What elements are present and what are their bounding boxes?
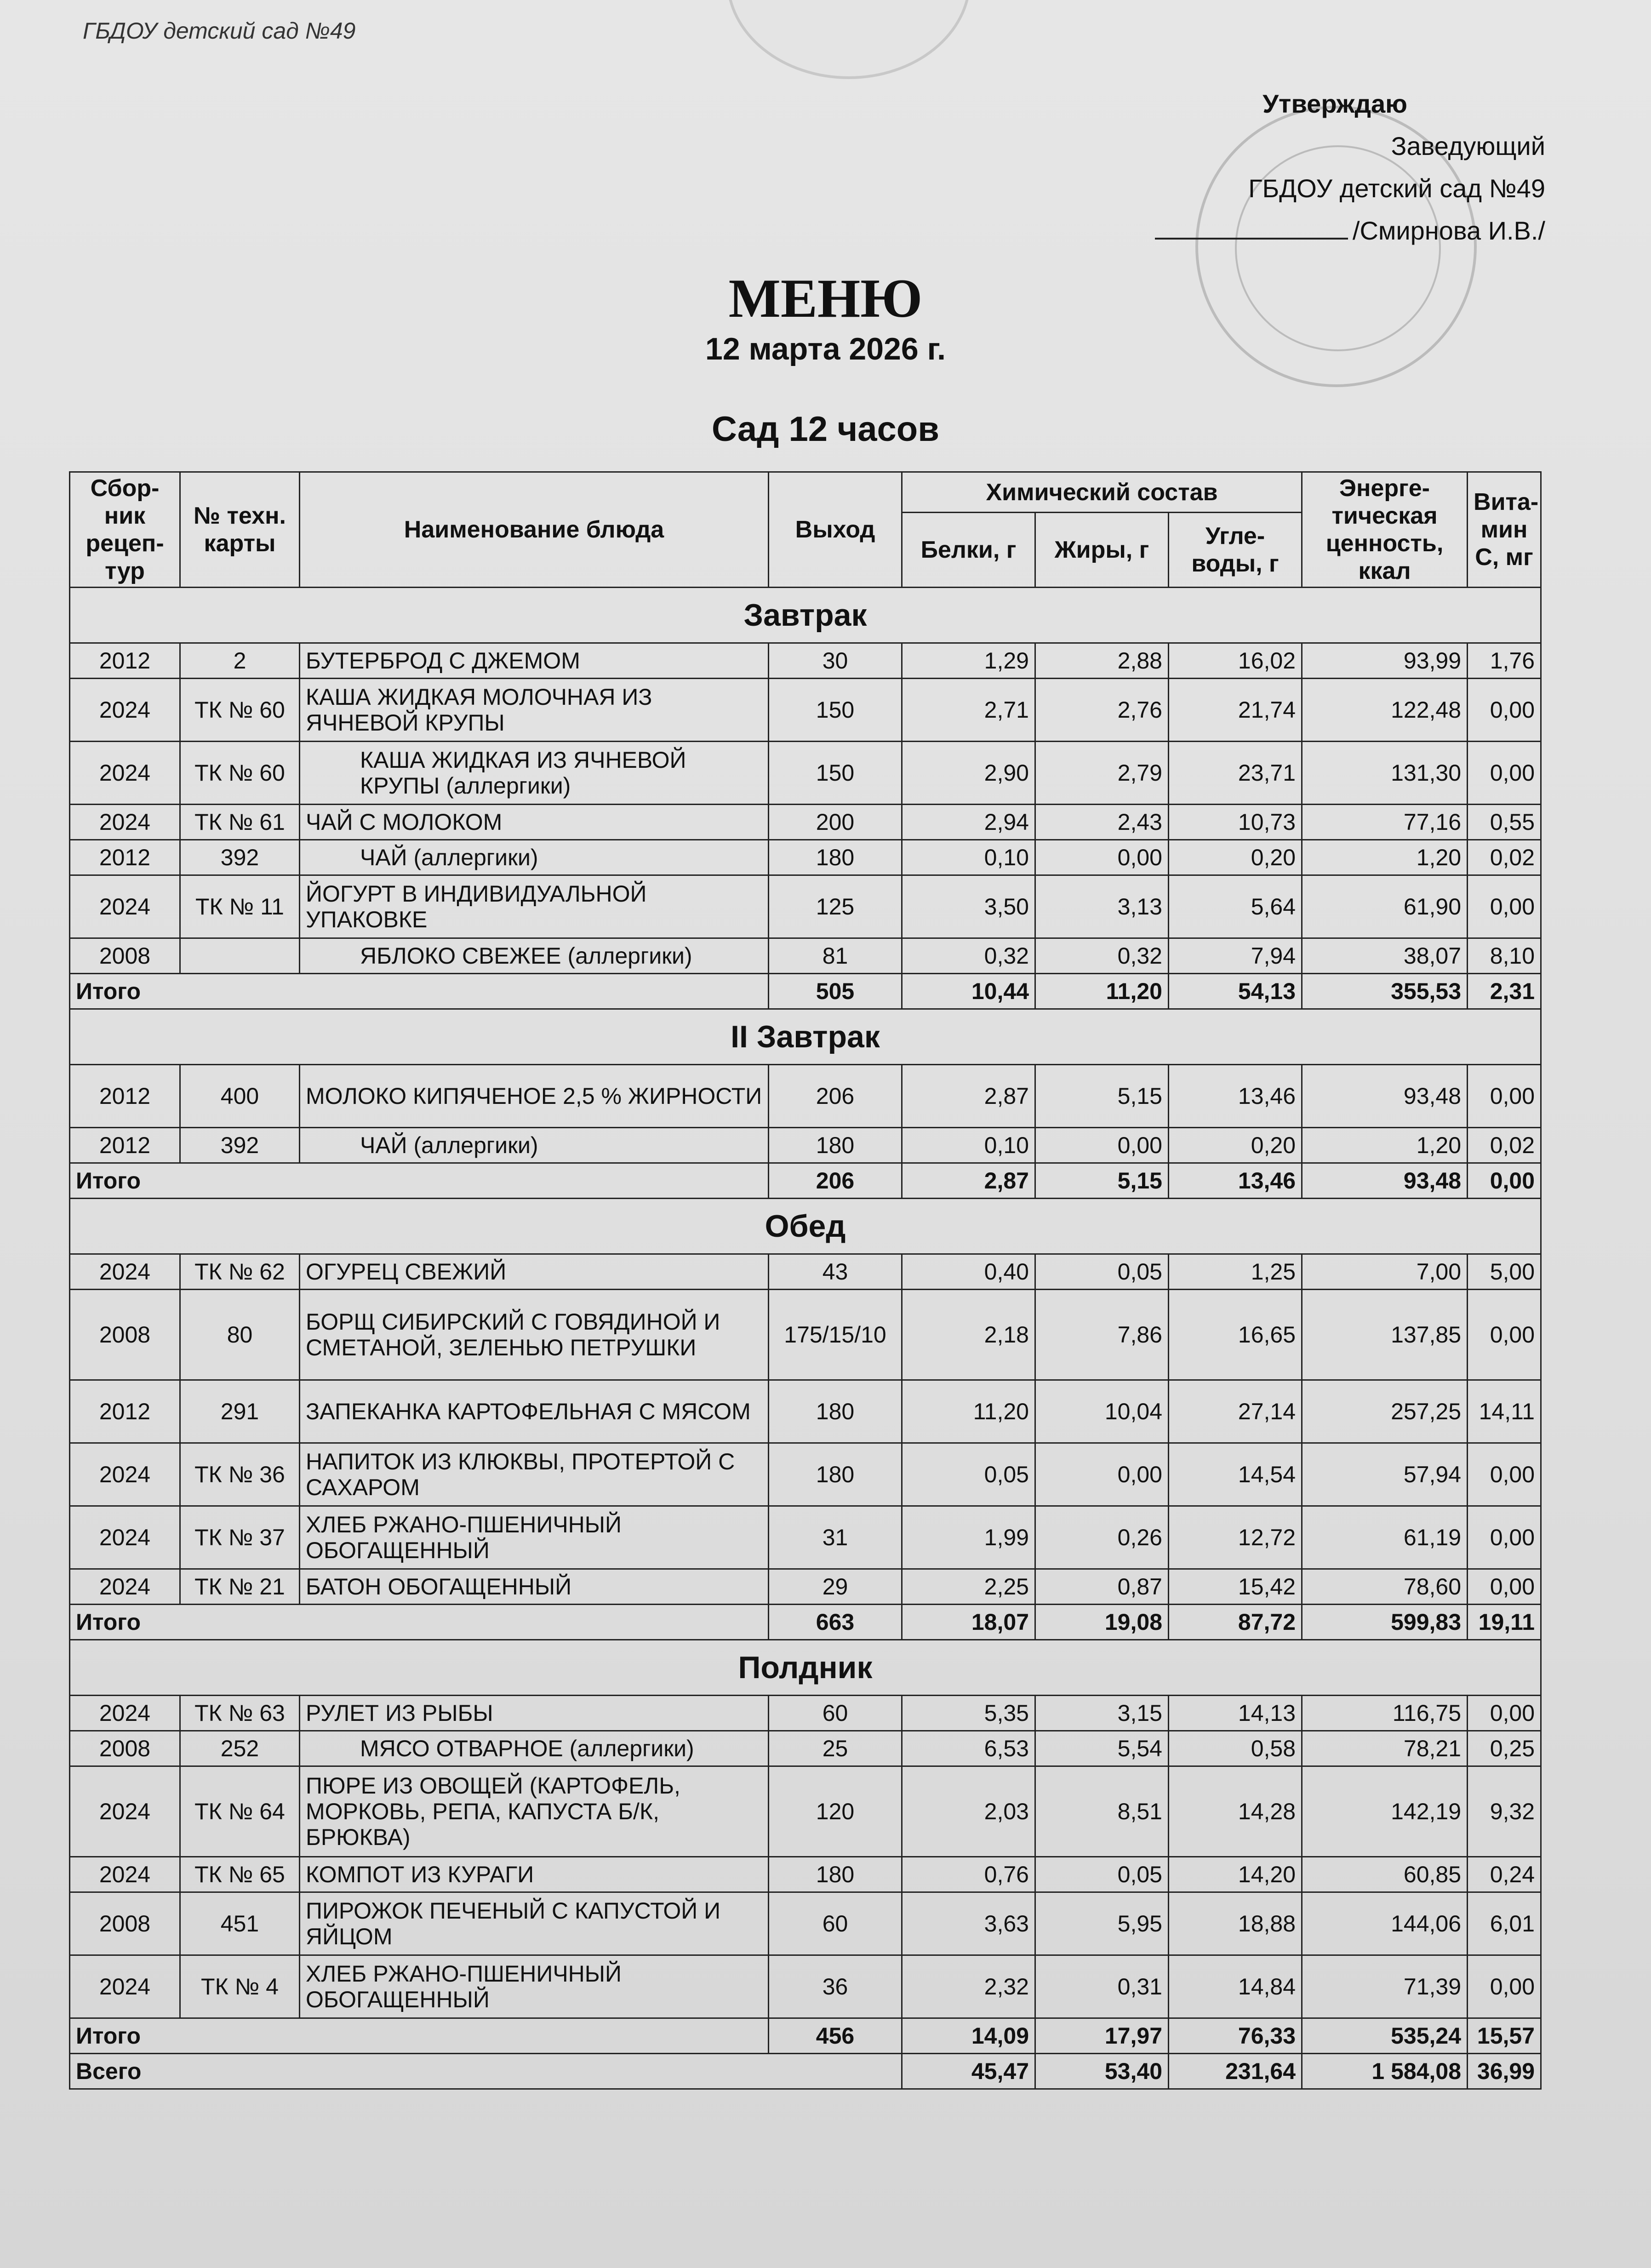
section-header (70, 1199, 1541, 1254)
table-row (70, 805, 1541, 840)
menu-table (69, 471, 1542, 2090)
grand-carbs: 231,64 (1169, 2054, 1302, 2089)
dish-name-cell: ПЮРЕ ИЗ ОВОЩЕЙ (КАРТОФЕЛЬ, МОРКОВЬ, РЕПА, КАПУСТА Б/К, БРЮКВА) (300, 1766, 769, 1857)
dish-name-cell: БОРЩ СИБИРСКИЙ С ГОВЯДИНОЙ И СМЕТАНОЙ, ЗЕЛЕНЬЮ ПЕТРУШКИ (300, 1290, 769, 1380)
grand-fat: 53,40 (1035, 2054, 1169, 2089)
fat-cell: 0,05 (1035, 1857, 1169, 1892)
fat-cell: 2,88 (1035, 643, 1169, 679)
table-row (70, 1892, 1541, 1955)
fat-cell: 0,05 (1035, 1254, 1169, 1290)
table-row (70, 1569, 1541, 1605)
grand-total-row (70, 2054, 1541, 2089)
section-header (70, 1640, 1541, 1696)
card-cell: ТК № 21 (180, 1569, 300, 1605)
protein-cell: 6,53 (902, 1731, 1035, 1766)
total-vitc: 15,57 (1468, 2018, 1541, 2054)
dish-name-cell: БАТОН ОБОГАЩЕННЫЙ (300, 1569, 769, 1605)
fat-cell: 7,86 (1035, 1290, 1169, 1380)
energy-cell: 137,85 (1302, 1290, 1468, 1380)
protein-cell: 2,03 (902, 1766, 1035, 1857)
energy-cell: 257,25 (1302, 1380, 1468, 1443)
protein-cell: 3,50 (902, 875, 1035, 938)
collection-cell: 2012 (70, 840, 180, 875)
carbs-cell: 16,02 (1169, 643, 1302, 679)
protein-cell: 2,94 (902, 805, 1035, 840)
carbs-cell: 27,14 (1169, 1380, 1302, 1443)
table-row (70, 1290, 1541, 1380)
collection-cell: 2024 (70, 1254, 180, 1290)
protein-cell: 0,05 (902, 1443, 1035, 1506)
card-cell: 80 (180, 1290, 300, 1380)
menu-date: 12 марта 2026 г. (705, 331, 946, 366)
dish-name-cell: ПИРОЖОК ПЕЧЕНЫЙ С КАПУСТОЙ И ЯЙЦОМ (300, 1892, 769, 1955)
vitc-cell: 5,00 (1468, 1254, 1541, 1290)
dish-name-cell: ЧАЙ (аллергики) (300, 1128, 769, 1163)
collection-cell: 2024 (70, 1766, 180, 1857)
carbs-cell: 18,88 (1169, 1892, 1302, 1955)
collection-cell: 2008 (70, 1892, 180, 1955)
energy-cell: 71,39 (1302, 1955, 1468, 2018)
carbs-cell: 16,65 (1169, 1290, 1302, 1380)
yield-cell: 125 (769, 875, 902, 938)
energy-cell: 57,94 (1302, 1443, 1468, 1506)
protein-cell: 2,25 (902, 1569, 1035, 1605)
table-row (70, 643, 1541, 679)
dish-name-cell: ЯБЛОКО СВЕЖЕЕ (аллергики) (300, 938, 769, 974)
table-row (70, 875, 1541, 938)
carbs-cell: 13,46 (1169, 1065, 1302, 1128)
energy-cell: 77,16 (1302, 805, 1468, 840)
total-energy: 93,48 (1302, 1163, 1468, 1199)
total-protein: 14,09 (902, 2018, 1035, 2054)
card-cell: ТК № 64 (180, 1766, 300, 1857)
vitc-cell: 0,55 (1468, 805, 1541, 840)
protein-cell: 5,35 (902, 1696, 1035, 1731)
vitc-cell: 0,02 (1468, 840, 1541, 875)
yield-cell: 180 (769, 1443, 902, 1506)
collection-cell: 2012 (70, 643, 180, 679)
fat-cell: 2,79 (1035, 742, 1169, 805)
header-fat: Жиры, г (1035, 513, 1169, 588)
collection-cell: 2024 (70, 1569, 180, 1605)
vitc-cell: 0,00 (1468, 1443, 1541, 1506)
collection-cell: 2012 (70, 1380, 180, 1443)
total-label: Итого (70, 2018, 769, 2054)
collection-cell: 2008 (70, 938, 180, 974)
fat-cell: 0,00 (1035, 1128, 1169, 1163)
carbs-cell: 14,20 (1169, 1857, 1302, 1892)
carbs-cell: 14,28 (1169, 1766, 1302, 1857)
section-title: Обед (70, 1199, 1541, 1254)
header-collection: Сбор-ник рецеп-тур (70, 472, 180, 588)
carbs-cell: 21,74 (1169, 679, 1302, 742)
yield-cell: 200 (769, 805, 902, 840)
header-energy: Энерге-тическая ценность, ккал (1302, 472, 1468, 588)
fat-cell: 5,95 (1035, 1892, 1169, 1955)
protein-cell: 0,32 (902, 938, 1035, 974)
vitc-cell: 0,00 (1468, 1569, 1541, 1605)
table-row (70, 938, 1541, 974)
total-yield: 456 (769, 2018, 902, 2054)
carbs-cell: 14,54 (1169, 1443, 1302, 1506)
total-fat: 19,08 (1035, 1605, 1169, 1640)
total-fat: 17,97 (1035, 2018, 1169, 2054)
carbs-cell: 14,13 (1169, 1696, 1302, 1731)
collection-cell: 2012 (70, 1128, 180, 1163)
total-protein: 18,07 (902, 1605, 1035, 1640)
protein-cell: 0,40 (902, 1254, 1035, 1290)
dish-name-cell: ХЛЕБ РЖАНО-ПШЕНИЧНЫЙ ОБОГАЩЕННЫЙ (300, 1955, 769, 2018)
yield-cell: 36 (769, 1955, 902, 2018)
collection-cell: 2024 (70, 679, 180, 742)
dish-name-cell: ХЛЕБ РЖАНО-ПШЕНИЧНЫЙ ОБОГАЩЕННЫЙ (300, 1506, 769, 1569)
collection-cell: 2024 (70, 1696, 180, 1731)
fat-cell: 10,04 (1035, 1380, 1169, 1443)
dish-name-cell: ЧАЙ С МОЛОКОМ (300, 805, 769, 840)
table-row (70, 1731, 1541, 1766)
yield-cell: 180 (769, 1857, 902, 1892)
vitc-cell: 0,00 (1468, 1506, 1541, 1569)
yield-cell: 150 (769, 679, 902, 742)
table-row (70, 1857, 1541, 1892)
card-cell: 392 (180, 1128, 300, 1163)
card-cell: ТК № 4 (180, 1955, 300, 2018)
yield-cell: 29 (769, 1569, 902, 1605)
card-cell: 451 (180, 1892, 300, 1955)
section-title: Полдник (70, 1640, 1541, 1696)
carbs-cell: 12,72 (1169, 1506, 1302, 1569)
protein-cell: 2,87 (902, 1065, 1035, 1128)
section-title: II Завтрак (70, 1009, 1541, 1065)
collection-cell: 2024 (70, 875, 180, 938)
collection-cell: 2008 (70, 1290, 180, 1380)
carbs-cell: 0,58 (1169, 1731, 1302, 1766)
total-carbs: 54,13 (1169, 974, 1302, 1009)
vitc-cell: 0,24 (1468, 1857, 1541, 1892)
dish-name-cell: МЯСО ОТВАРНОЕ (аллергики) (300, 1731, 769, 1766)
group-name: Сад 12 часов (712, 410, 939, 449)
yield-cell: 206 (769, 1065, 902, 1128)
card-cell: ТК № 63 (180, 1696, 300, 1731)
approver-title: Заведующий (1391, 131, 1545, 160)
card-cell (180, 938, 300, 974)
total-carbs: 13,46 (1169, 1163, 1302, 1199)
energy-cell: 1,20 (1302, 840, 1468, 875)
total-label: Итого (70, 1605, 769, 1640)
collection-cell: 2024 (70, 742, 180, 805)
total-vitc: 0,00 (1468, 1163, 1541, 1199)
energy-cell: 93,99 (1302, 643, 1468, 679)
card-cell: ТК № 60 (180, 679, 300, 742)
dish-name-cell: МОЛОКО КИПЯЧЕНОЕ 2,5 % ЖИРНОСТИ (300, 1065, 769, 1128)
organization-name: ГБДОУ детский сад №49 (83, 18, 356, 44)
vitc-cell: 6,01 (1468, 1892, 1541, 1955)
total-protein: 10,44 (902, 974, 1035, 1009)
vitc-cell: 0,00 (1468, 1955, 1541, 2018)
carbs-cell: 1,25 (1169, 1254, 1302, 1290)
total-fat: 5,15 (1035, 1163, 1169, 1199)
collection-cell: 2012 (70, 1065, 180, 1128)
table-row (70, 1065, 1541, 1128)
grand-protein: 45,47 (902, 2054, 1035, 2089)
fat-cell: 3,13 (1035, 875, 1169, 938)
protein-cell: 2,71 (902, 679, 1035, 742)
card-cell: 392 (180, 840, 300, 875)
collection-cell: 2024 (70, 1857, 180, 1892)
dish-name-cell: БУТЕРБРОД С ДЖЕМОМ (300, 643, 769, 679)
total-energy: 355,53 (1302, 974, 1468, 1009)
protein-cell: 2,32 (902, 1955, 1035, 2018)
yield-cell: 180 (769, 1128, 902, 1163)
dish-name-cell: КОМПОТ ИЗ КУРАГИ (300, 1857, 769, 1892)
yield-cell: 25 (769, 1731, 902, 1766)
table-row (70, 1380, 1541, 1443)
total-row (70, 1163, 1541, 1199)
table-row (70, 1128, 1541, 1163)
carbs-cell: 0,20 (1169, 1128, 1302, 1163)
card-cell: ТК № 61 (180, 805, 300, 840)
energy-cell: 142,19 (1302, 1766, 1468, 1857)
yield-cell: 150 (769, 742, 902, 805)
approver-name: /Смирнова И.В./ (1352, 216, 1545, 245)
yield-cell: 180 (769, 1380, 902, 1443)
collection-cell: 2008 (70, 1731, 180, 1766)
protein-cell: 0,10 (902, 1128, 1035, 1163)
table-row (70, 1254, 1541, 1290)
carbs-cell: 0,20 (1169, 840, 1302, 875)
total-fat: 11,20 (1035, 974, 1169, 1009)
header-chem: Химический состав (902, 472, 1302, 513)
total-energy: 535,24 (1302, 2018, 1468, 2054)
approver-org: ГБДОУ детский сад №49 (1248, 174, 1545, 203)
protein-cell: 0,76 (902, 1857, 1035, 1892)
header-dish: Наименование блюда (300, 472, 769, 588)
page-title: МЕНЮ (728, 268, 923, 329)
vitc-cell: 0,00 (1468, 679, 1541, 742)
table-row (70, 1955, 1541, 2018)
total-carbs: 87,72 (1169, 1605, 1302, 1640)
protein-cell: 2,18 (902, 1290, 1035, 1380)
dish-name-cell: ЙОГУРТ В ИНДИВИДУАЛЬНОЙ УПАКОВКЕ (300, 875, 769, 938)
energy-cell: 122,48 (1302, 679, 1468, 742)
fat-cell: 2,76 (1035, 679, 1169, 742)
dish-name-cell: КАША ЖИДКАЯ МОЛОЧНАЯ ИЗ ЯЧНЕВОЙ КРУПЫ (300, 679, 769, 742)
protein-cell: 0,10 (902, 840, 1035, 875)
yield-cell: 60 (769, 1892, 902, 1955)
fat-cell: 5,54 (1035, 1731, 1169, 1766)
fat-cell: 0,00 (1035, 1443, 1169, 1506)
total-vitc: 2,31 (1468, 974, 1541, 1009)
card-cell: ТК № 65 (180, 1857, 300, 1892)
total-yield: 206 (769, 1163, 902, 1199)
total-label: Итого (70, 1163, 769, 1199)
yield-cell: 180 (769, 840, 902, 875)
dish-name-cell: ЗАПЕКАНКА КАРТОФЕЛЬНАЯ С МЯСОМ (300, 1380, 769, 1443)
yield-cell: 31 (769, 1506, 902, 1569)
fat-cell: 0,87 (1035, 1569, 1169, 1605)
yield-cell: 43 (769, 1254, 902, 1290)
carbs-cell: 7,94 (1169, 938, 1302, 974)
vitc-cell: 9,32 (1468, 1766, 1541, 1857)
card-cell: ТК № 62 (180, 1254, 300, 1290)
vitc-cell: 1,76 (1468, 643, 1541, 679)
dish-name-cell: НАПИТОК ИЗ КЛЮКВЫ, ПРОТЕРТОЙ С САХАРОМ (300, 1443, 769, 1506)
card-cell: 252 (180, 1731, 300, 1766)
protein-cell: 1,29 (902, 643, 1035, 679)
card-cell: ТК № 37 (180, 1506, 300, 1569)
vitc-cell: 0,00 (1468, 875, 1541, 938)
vitc-cell: 0,25 (1468, 1731, 1541, 1766)
section-title: Завтрак (70, 588, 1541, 643)
vitc-cell: 0,02 (1468, 1128, 1541, 1163)
vitc-cell: 14,11 (1468, 1380, 1541, 1443)
grand-total-label: Всего (70, 2054, 902, 2089)
table-row (70, 840, 1541, 875)
total-row (70, 974, 1541, 1009)
approve-label: Утверждаю (1263, 89, 1407, 118)
card-cell: 291 (180, 1380, 300, 1443)
card-cell: 400 (180, 1065, 300, 1128)
table-row (70, 679, 1541, 742)
collection-cell: 2024 (70, 1443, 180, 1506)
vitc-cell: 0,00 (1468, 742, 1541, 805)
header-card: № техн. карты (180, 472, 300, 588)
energy-cell: 7,00 (1302, 1254, 1468, 1290)
energy-cell: 1,20 (1302, 1128, 1468, 1163)
vitc-cell: 0,00 (1468, 1290, 1541, 1380)
vitc-cell: 0,00 (1468, 1065, 1541, 1128)
total-protein: 2,87 (902, 1163, 1035, 1199)
dish-name-cell: ОГУРЕЦ СВЕЖИЙ (300, 1254, 769, 1290)
fat-cell: 0,26 (1035, 1506, 1169, 1569)
table-row (70, 1443, 1541, 1506)
vitc-cell: 8,10 (1468, 938, 1541, 974)
table-row (70, 1766, 1541, 1857)
total-carbs: 76,33 (1169, 2018, 1302, 2054)
signature-line (1155, 219, 1348, 240)
collection-cell: 2024 (70, 805, 180, 840)
section-header (70, 588, 1541, 643)
menu-body (70, 588, 1541, 2089)
energy-cell: 78,60 (1302, 1569, 1468, 1605)
yield-cell: 120 (769, 1766, 902, 1857)
grand-vitc: 36,99 (1468, 2054, 1541, 2089)
table-row (70, 1506, 1541, 1569)
yield-cell: 60 (769, 1696, 902, 1731)
total-energy: 599,83 (1302, 1605, 1468, 1640)
card-cell: ТК № 36 (180, 1443, 300, 1506)
header-vitc: Вита-мин С, мг (1468, 472, 1541, 588)
total-row (70, 1605, 1541, 1640)
energy-cell: 144,06 (1302, 1892, 1468, 1955)
protein-cell: 3,63 (902, 1892, 1035, 1955)
total-yield: 663 (769, 1605, 902, 1640)
dish-name-cell: РУЛЕТ ИЗ РЫБЫ (300, 1696, 769, 1731)
yield-cell: 30 (769, 643, 902, 679)
header-yield: Выход (769, 472, 902, 588)
dish-name-cell: КАША ЖИДКАЯ ИЗ ЯЧНЕВОЙ КРУПЫ (аллергики) (300, 742, 769, 805)
energy-cell: 60,85 (1302, 1857, 1468, 1892)
energy-cell: 131,30 (1302, 742, 1468, 805)
energy-cell: 61,19 (1302, 1506, 1468, 1569)
energy-cell: 78,21 (1302, 1731, 1468, 1766)
fat-cell: 5,15 (1035, 1065, 1169, 1128)
vitc-cell: 0,00 (1468, 1696, 1541, 1731)
total-vitc: 19,11 (1468, 1605, 1541, 1640)
fat-cell: 0,32 (1035, 938, 1169, 974)
table-row (70, 742, 1541, 805)
protein-cell: 1,99 (902, 1506, 1035, 1569)
energy-cell: 93,48 (1302, 1065, 1468, 1128)
header-carbs: Угле-воды, г (1169, 513, 1302, 588)
dish-name-cell: ЧАЙ (аллергики) (300, 840, 769, 875)
carbs-cell: 15,42 (1169, 1569, 1302, 1605)
energy-cell: 38,07 (1302, 938, 1468, 974)
header-protein: Белки, г (902, 513, 1035, 588)
total-label: Итого (70, 974, 769, 1009)
total-row (70, 2018, 1541, 2054)
collection-cell: 2024 (70, 1955, 180, 2018)
card-cell: ТК № 11 (180, 875, 300, 938)
carbs-cell: 10,73 (1169, 805, 1302, 840)
approval-block (994, 83, 1545, 252)
collection-cell: 2024 (70, 1506, 180, 1569)
fat-cell: 0,00 (1035, 840, 1169, 875)
fat-cell: 2,43 (1035, 805, 1169, 840)
protein-cell: 11,20 (902, 1380, 1035, 1443)
protein-cell: 2,90 (902, 742, 1035, 805)
carbs-cell: 14,84 (1169, 1955, 1302, 2018)
fat-cell: 0,31 (1035, 1955, 1169, 2018)
card-cell: 2 (180, 643, 300, 679)
table-row (70, 1696, 1541, 1731)
fat-cell: 8,51 (1035, 1766, 1169, 1857)
section-header (70, 1009, 1541, 1065)
card-cell: ТК № 60 (180, 742, 300, 805)
fat-cell: 3,15 (1035, 1696, 1169, 1731)
grand-energy: 1 584,08 (1302, 2054, 1468, 2089)
energy-cell: 61,90 (1302, 875, 1468, 938)
total-yield: 505 (769, 974, 902, 1009)
yield-cell: 81 (769, 938, 902, 974)
yield-cell: 175/15/10 (769, 1290, 902, 1380)
carbs-cell: 5,64 (1169, 875, 1302, 938)
approver-signature (994, 210, 1545, 252)
carbs-cell: 23,71 (1169, 742, 1302, 805)
energy-cell: 116,75 (1302, 1696, 1468, 1731)
